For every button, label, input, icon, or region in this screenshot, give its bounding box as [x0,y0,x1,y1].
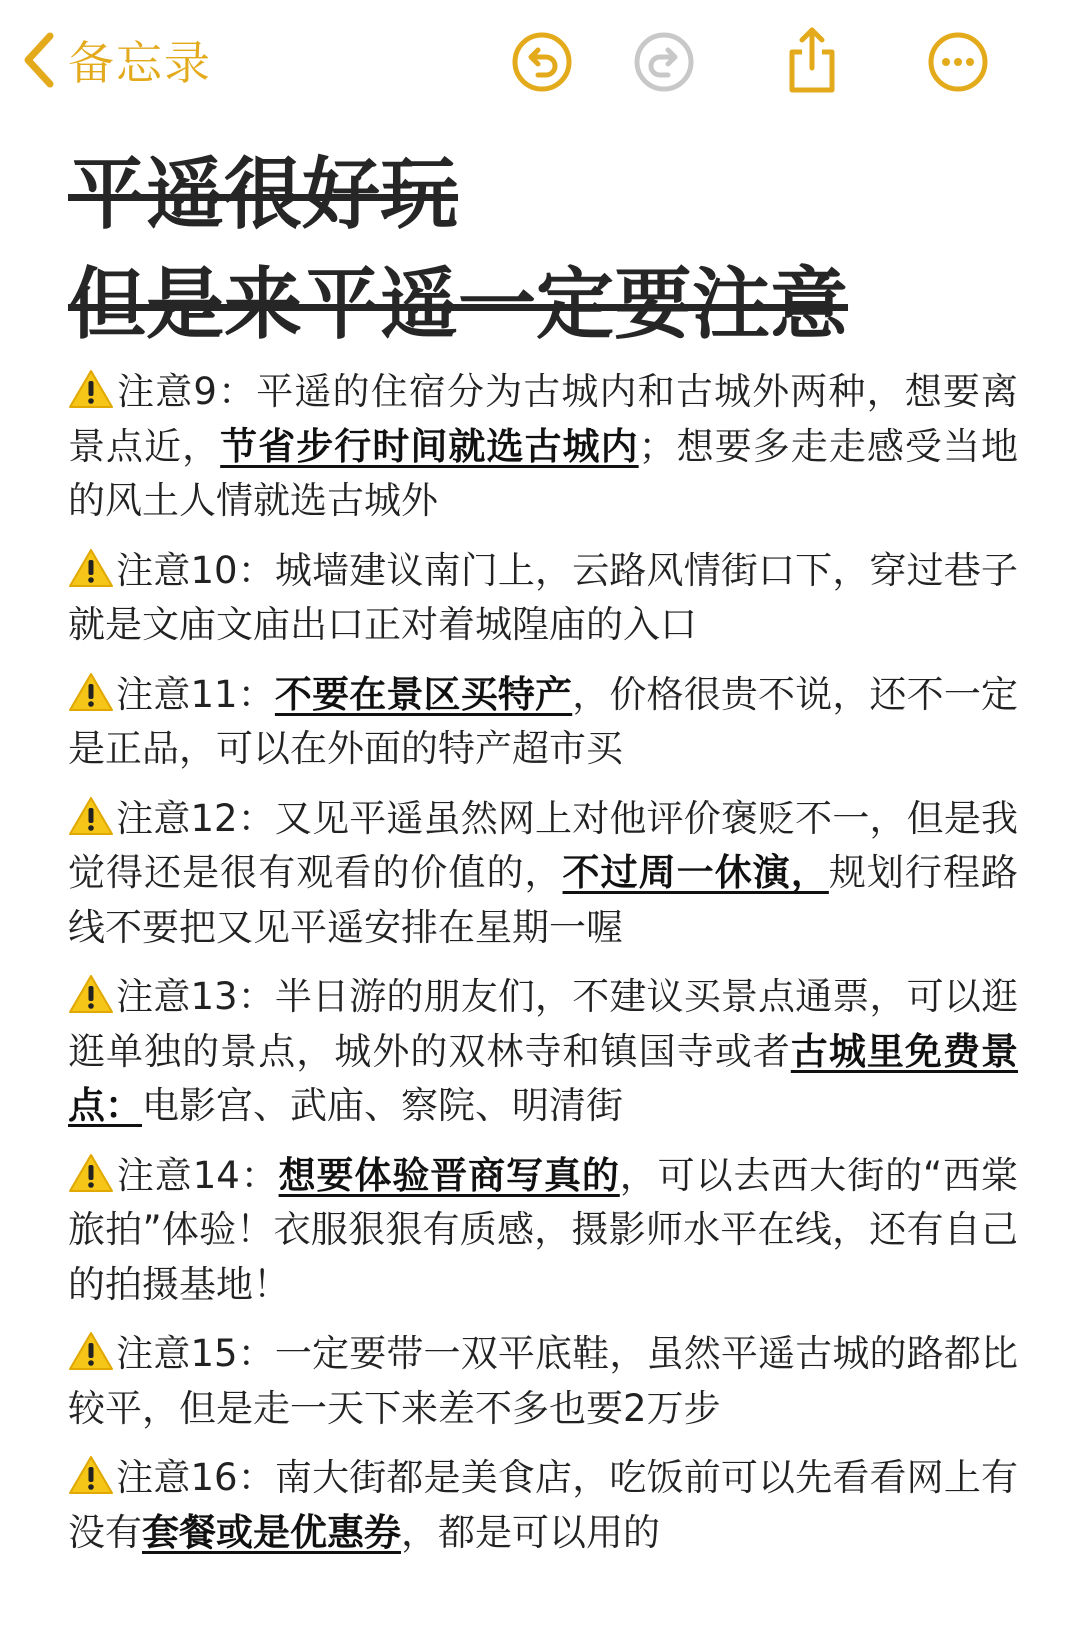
redo-icon [632,30,696,94]
note-title[interactable] [68,140,1028,360]
note-text: 平遥的住宿分为古城内和古城外两种，想要离景点近， [68,370,1018,468]
note-item-14 [68,1149,1018,1313]
note-item-12 [68,792,1018,956]
note-text: 一定要带一双平底鞋，虽然平遥古城的路都比较平，但是走一天下来差不多也要2万步 [68,1332,1018,1430]
undo-button[interactable] [510,30,574,94]
note-item-16 [68,1451,1018,1560]
note-item-13 [68,970,1018,1134]
note-text: ；想要多走走感受当地的风土人情就选古城外 [68,424,1019,522]
note-item-11 [68,668,1018,777]
more-button[interactable] [926,30,990,94]
note-label: 注意16： [116,1456,275,1499]
back-label: 备忘录 [68,36,212,90]
note-label: 注意13： [116,975,275,1018]
warning-icon [68,796,114,836]
note-label: 注意12： [116,796,275,840]
note-text: 南大街都是美食店，吃饭前可以先看看网上有没有 [68,1456,1018,1554]
share-button[interactable] [780,24,844,96]
warning-icon [68,1455,114,1495]
note-item-9 [68,365,1018,529]
note-text: 规划行程路线不要把又见平遥安排在星期一喔 [68,851,1019,949]
title-line-1: 平遥很好玩 [68,150,459,240]
note-label: 注意14： [116,1153,279,1197]
title-line-2: 但是来平遥一定要注意 [68,260,849,350]
back-button[interactable] [18,28,212,92]
note-text: ，价格很贵不说，还不一定是正品，可以在外面的特产超市买 [68,672,1019,770]
note-text: 又见平遥虽然网上对他评价褒贬不一，但是我觉得还是很有观看的价值的， [68,796,1018,894]
warning-icon [68,548,114,588]
top-toolbar [0,0,1080,130]
note-label: 注意10： [116,548,275,592]
note-emphasis: 想要体验晋商写真的 [278,1153,620,1197]
note-label: 注意9： [116,370,257,413]
note-emphasis: 不要在景区买特产 [274,672,573,716]
warning-icon [68,672,114,712]
note-text: 电影宫、武庙、察院、明清街 [142,1084,623,1127]
warning-icon [68,369,114,409]
note-body[interactable] [68,365,1018,1575]
note-emphasis: 古城里免费景点： [68,1029,1019,1127]
warning-icon [68,974,114,1014]
redo-button[interactable] [632,30,696,94]
note-item-10 [68,544,1018,653]
note-label: 注意15： [116,1332,275,1375]
note-label: 注意11： [116,672,275,716]
note-text: 城墙建议南门上，云路风情街口下，穿过巷子就是文庙文庙出口正对着城隍庙的入口 [68,548,1018,646]
chevron-left-icon [18,28,58,92]
note-emphasis: 节省步行时间就选古城内 [220,424,639,468]
more-icon [926,30,990,94]
note-text: ，都是可以用的 [401,1510,660,1554]
undo-icon [510,30,574,94]
note-text: 半日游的朋友们，不建议买景点通票，可以逛逛单独的景点，城外的双林寺和镇国寺或者 [68,975,1018,1073]
note-emphasis: 不过周一休演， [562,851,829,894]
share-icon [780,24,844,96]
note-text: ，可以去西大街的“西棠旅拍”体验！衣服狠狠有质感，摄影师水平在线，还有自己的拍摄基地！ [68,1153,1018,1306]
note-emphasis: 套餐或是优惠券 [142,1510,401,1554]
note-item-15 [68,1327,1018,1436]
warning-icon [68,1331,114,1371]
warning-icon [68,1153,114,1193]
